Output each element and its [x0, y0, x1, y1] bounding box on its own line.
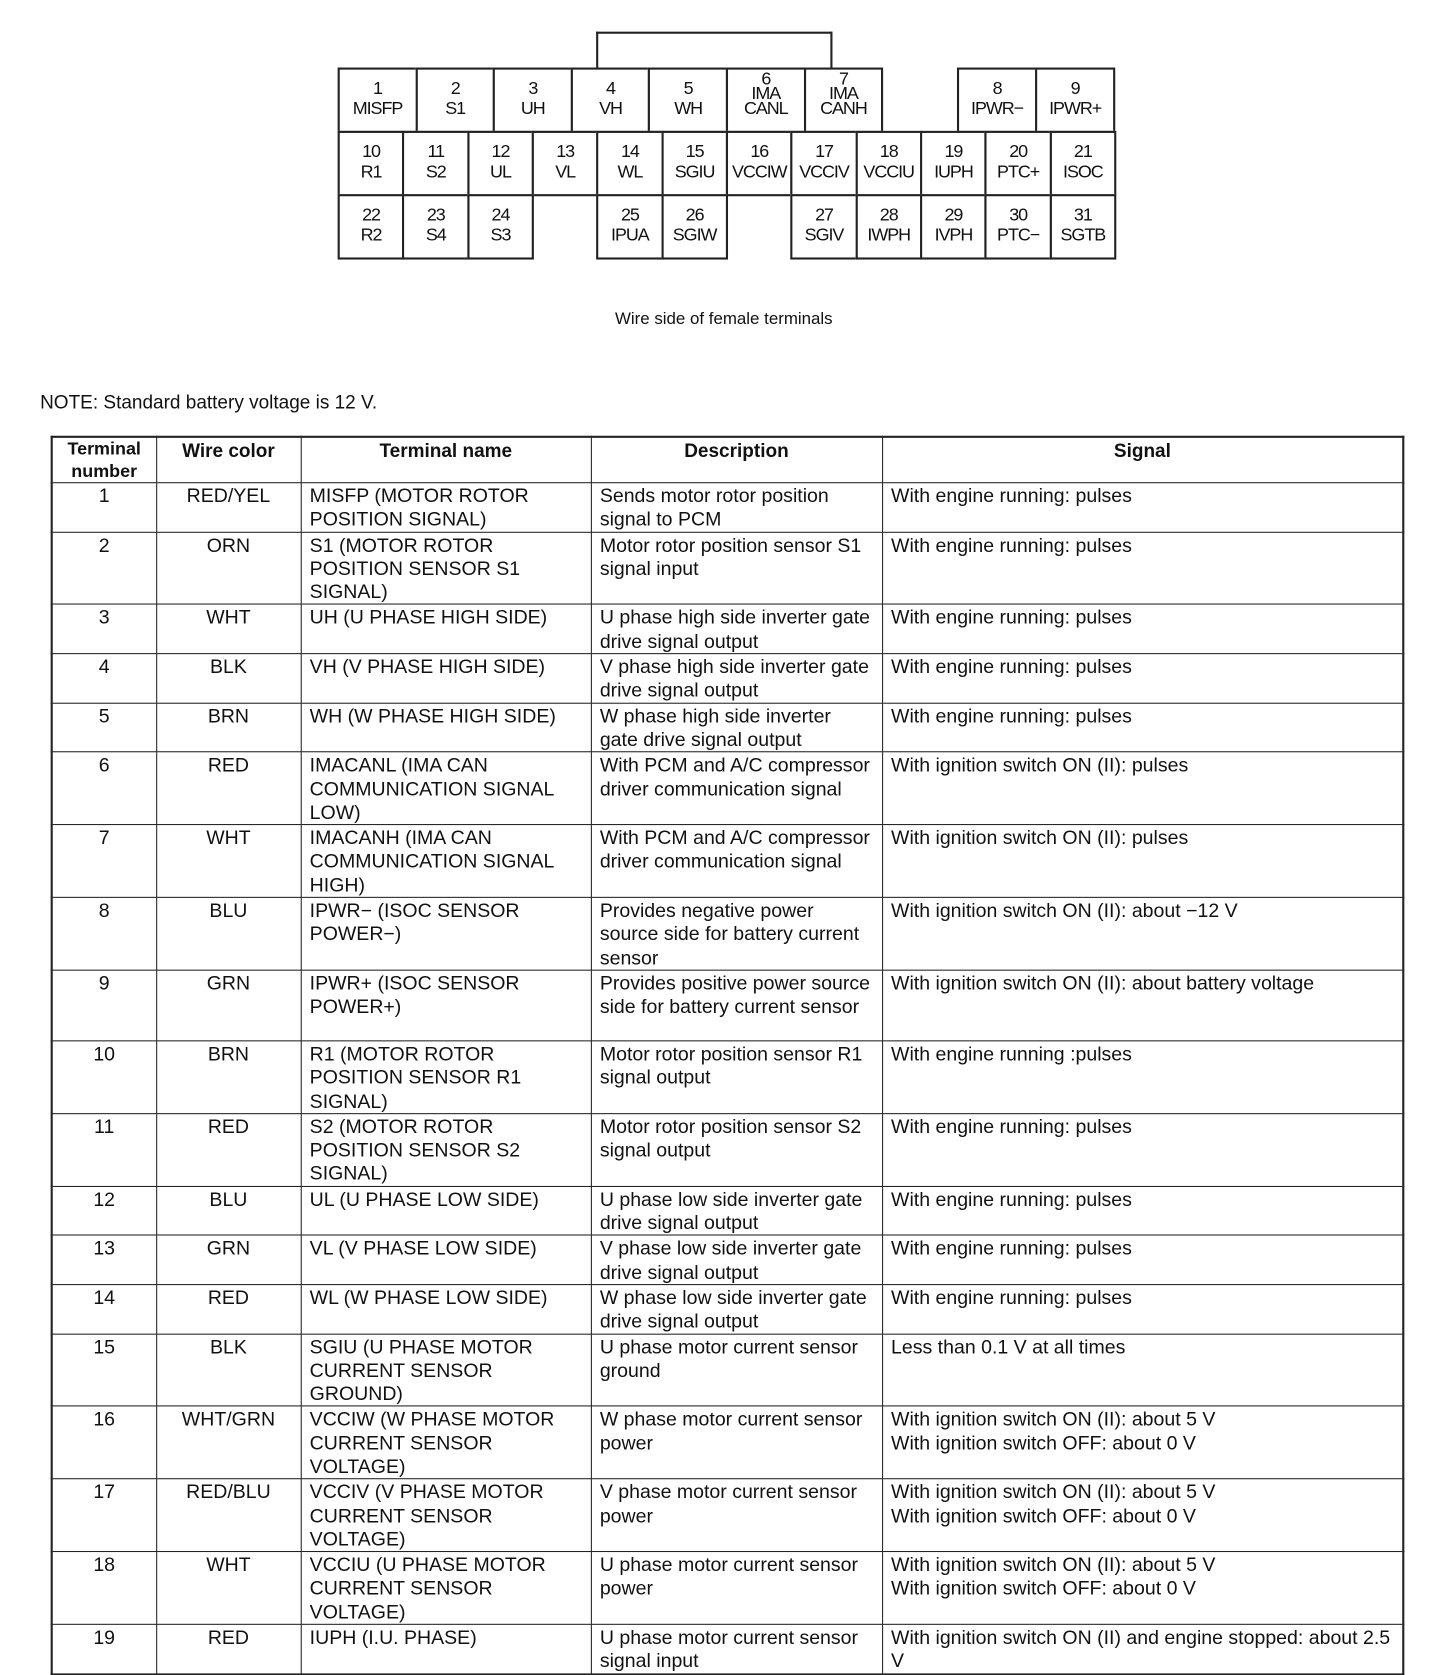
signal: With ignition switch ON (II): pulses — [882, 825, 1403, 898]
terminal-name: VL (V PHASE LOW SIDE) — [301, 1235, 591, 1284]
terminal-name: IMACANL (IMA CAN COMMUNICATION SIGNAL LOW) — [301, 752, 591, 825]
terminal-number: 7 — [838, 68, 848, 89]
terminal-label: IPWR− — [971, 98, 1024, 119]
terminal-number: 15 — [685, 141, 704, 162]
terminal-label: PTC+ — [997, 161, 1040, 182]
description: U phase motor current sensor signal input — [591, 1624, 882, 1674]
terminal-label: S1 — [445, 98, 466, 119]
terminal-cell-20 — [985, 131, 1052, 196]
terminal-number: 25 — [620, 204, 639, 225]
terminal-label: S2 — [425, 161, 446, 182]
terminal-number: 17 — [815, 141, 833, 162]
wire-color: RED/BLU — [156, 1479, 301, 1552]
terminal-cell-12 — [467, 131, 534, 196]
signal: Less than 0.1 V at all times — [882, 1334, 1403, 1407]
terminal-number: 8 — [992, 78, 1002, 99]
terminal-name: IUPH (I.U. PHASE) — [301, 1624, 591, 1674]
terminal-number: 16 — [52, 1406, 156, 1479]
terminal-number: 3 — [52, 605, 156, 654]
table-row — [52, 1334, 1404, 1407]
wire-color: WHT/GRN — [156, 1406, 301, 1479]
terminal-cell-28 — [855, 194, 922, 259]
terminal-number: 10 — [362, 141, 380, 162]
signal: With engine running: pulses — [882, 703, 1403, 752]
terminal-number: 2 — [52, 532, 156, 605]
terminal-name: WL (W PHASE LOW SIDE) — [301, 1284, 591, 1333]
description: W phase high side inverter gate drive signal output — [591, 703, 882, 752]
signal: With engine running: pulses — [882, 654, 1403, 703]
description: U phase high side inverter gate drive signal output — [591, 605, 882, 654]
terminal-number: 11 — [427, 141, 444, 162]
table-row — [52, 1284, 1404, 1333]
terminal-cell-2 — [415, 68, 495, 133]
description: Sends motor rotor position signal to PCM — [591, 483, 882, 532]
column-header: Terminal name — [301, 437, 591, 483]
wire-color: RED — [156, 1284, 301, 1333]
terminal-label: IMA CANH — [820, 83, 867, 119]
table-row — [52, 1406, 1404, 1479]
terminal-table — [51, 436, 1405, 1675]
signal: With engine running: pulses — [882, 1113, 1403, 1186]
terminal-cell-23 — [402, 194, 469, 259]
terminal-number: 16 — [750, 141, 769, 162]
description: Provides negative power source side for battery current sensor — [591, 897, 882, 970]
table-row — [52, 1113, 1404, 1186]
table-row — [52, 1041, 1404, 1114]
table-row — [52, 483, 1404, 532]
terminal-cell-14 — [596, 131, 663, 196]
terminal-label: S4 — [425, 224, 446, 245]
terminal-number: 31 — [1073, 204, 1092, 225]
terminal-label: R2 — [360, 224, 382, 245]
description: Motor rotor position sensor S1 signal input — [591, 532, 882, 605]
description: U phase low side inverter gate drive signal output — [591, 1186, 882, 1235]
wire-color: RED — [156, 752, 301, 825]
terminal-number: 19 — [944, 141, 963, 162]
terminal-number: 12 — [491, 141, 510, 162]
description: U phase motor current sensor ground — [591, 1334, 882, 1407]
terminal-number: 23 — [426, 204, 445, 225]
terminal-label: MISFP — [352, 98, 403, 119]
terminal-cell-4 — [571, 68, 651, 133]
column-header: Terminal number — [52, 437, 156, 483]
terminal-number: 12 — [52, 1186, 156, 1235]
terminal-number: 1 — [52, 483, 156, 532]
terminal-number: 21 — [1073, 141, 1092, 162]
table-row — [52, 532, 1404, 605]
terminal-number: 20 — [1009, 141, 1028, 162]
column-header: Signal — [882, 437, 1403, 483]
terminal-number: 29 — [944, 204, 963, 225]
terminal-number: 22 — [362, 204, 380, 225]
wire-color: WHT — [156, 825, 301, 898]
terminal-number: 6 — [52, 752, 156, 825]
terminal-label: WH — [674, 98, 703, 119]
terminal-name: UH (U PHASE HIGH SIDE) — [301, 605, 591, 654]
terminal-cell-27 — [791, 194, 858, 259]
signal: With engine running: pulses — [882, 1186, 1403, 1235]
terminal-number: 6 — [761, 68, 771, 89]
terminal-number: 3 — [528, 78, 538, 99]
wire-color: BLK — [156, 1334, 301, 1407]
table-row — [52, 1479, 1404, 1552]
terminal-number: 5 — [52, 703, 156, 752]
terminal-number: 7 — [52, 825, 156, 898]
terminal-label: ISOC — [1063, 161, 1103, 182]
description: V phase motor current sensor power — [591, 1479, 882, 1552]
table-row — [52, 605, 1404, 654]
terminal-cell-24 — [467, 194, 534, 259]
terminal-cell-3 — [493, 68, 573, 133]
terminal-number: 15 — [52, 1334, 156, 1407]
signal: With engine running: pulses — [882, 605, 1403, 654]
terminal-cell-11 — [402, 131, 469, 196]
table-row — [52, 1186, 1404, 1235]
terminal-cell-10 — [338, 131, 405, 196]
table-row — [52, 1552, 1404, 1625]
wire-color: ORN — [156, 532, 301, 605]
terminal-label: PTC− — [997, 224, 1040, 245]
table-row — [52, 897, 1404, 970]
terminal-label: IUPH — [934, 161, 973, 182]
terminal-label: VL — [555, 161, 576, 182]
description: V phase low side inverter gate drive signal output — [591, 1235, 882, 1284]
wire-color: BRN — [156, 703, 301, 752]
description: With PCM and A/C compressor driver communication signal — [591, 752, 882, 825]
signal: With engine running: pulses — [882, 532, 1403, 605]
signal: With ignition switch ON (II) and engine stopped: about 2.5 V — [882, 1624, 1403, 1674]
terminal-label: IWPH — [867, 224, 911, 245]
terminal-number: 19 — [52, 1624, 156, 1674]
terminal-cell-17 — [791, 131, 858, 196]
terminal-name: S2 (MOTOR ROTOR POSITION SENSOR S2 SIGNAL) — [301, 1113, 591, 1186]
terminal-label: R1 — [360, 161, 382, 182]
terminal-cell-26 — [661, 194, 728, 259]
terminal-number: 8 — [52, 897, 156, 970]
terminal-name: R1 (MOTOR ROTOR POSITION SENSOR R1 SIGNAL) — [301, 1041, 591, 1114]
description: V phase high side inverter gate drive signal output — [591, 654, 882, 703]
description: Motor rotor position sensor S2 signal output — [591, 1113, 882, 1186]
terminal-name: VH (V PHASE HIGH SIDE) — [301, 654, 591, 703]
terminal-name: VCCIV (V PHASE MOTOR CURRENT SENSOR VOLTAGE) — [301, 1479, 591, 1552]
terminal-number: 13 — [556, 141, 575, 162]
wire-color: BLK — [156, 654, 301, 703]
terminal-number: 2 — [450, 78, 460, 99]
terminal-number: 13 — [52, 1235, 156, 1284]
column-header: Description — [591, 437, 882, 483]
connector-lock-tab — [596, 32, 832, 70]
terminal-label: IPWR+ — [1049, 98, 1102, 119]
terminal-cell-21 — [1049, 131, 1116, 196]
wire-color: BLU — [156, 897, 301, 970]
table-row — [52, 1235, 1404, 1284]
terminal-label: VCCIV — [799, 161, 849, 182]
table-row — [52, 752, 1404, 825]
terminal-cell-31 — [1049, 194, 1116, 259]
terminal-number: 9 — [1070, 78, 1080, 99]
terminal-cell-16 — [726, 131, 793, 196]
description: U phase motor current sensor power — [591, 1552, 882, 1625]
terminal-number: 4 — [606, 78, 615, 99]
terminal-label: VCCIU — [863, 161, 914, 182]
wire-color: BLU — [156, 1186, 301, 1235]
wire-color: GRN — [156, 970, 301, 1041]
terminal-number: 18 — [879, 141, 898, 162]
description: Provides positive power source side for battery current sensor — [591, 970, 882, 1041]
terminal-cell-9 — [1035, 68, 1115, 133]
terminal-number: 26 — [685, 204, 704, 225]
terminal-cell-15 — [661, 131, 728, 196]
terminal-name: S1 (MOTOR ROTOR POSITION SENSOR S1 SIGNAL) — [301, 532, 591, 605]
table-row — [52, 654, 1404, 703]
terminal-label: IPUA — [611, 224, 649, 245]
terminal-cell-22 — [338, 194, 405, 259]
terminal-cell-5 — [648, 68, 728, 133]
wire-color: WHT — [156, 605, 301, 654]
wire-color: RED/YEL — [156, 483, 301, 532]
terminal-number: 30 — [1009, 204, 1028, 225]
terminal-number: 24 — [491, 204, 510, 225]
signal: With engine running: pulses — [882, 1235, 1403, 1284]
terminal-number: 5 — [683, 78, 693, 99]
description: With PCM and A/C compressor driver communication signal — [591, 825, 882, 898]
terminal-label: SGIU — [674, 161, 715, 182]
terminal-number: 11 — [52, 1113, 156, 1186]
terminal-label: SGIV — [804, 224, 844, 245]
terminal-name: IMACANH (IMA CAN COMMUNICATION SIGNAL HIGH) — [301, 825, 591, 898]
terminal-number: 18 — [52, 1552, 156, 1625]
terminal-label: VCCIW — [732, 161, 787, 182]
description: Motor rotor position sensor R1 signal output — [591, 1041, 882, 1114]
terminal-cell-29 — [920, 194, 987, 259]
terminal-number: 1 — [373, 78, 382, 99]
terminal-number: 4 — [52, 654, 156, 703]
terminal-name: IPWR+ (ISOC SENSOR POWER+) — [301, 970, 591, 1041]
terminal-label: IMA CANL — [743, 83, 788, 119]
terminal-number: 10 — [52, 1041, 156, 1114]
wire-color: GRN — [156, 1235, 301, 1284]
terminal-label: IVPH — [934, 224, 973, 245]
wire-color: BRN — [156, 1041, 301, 1114]
signal: With ignition switch ON (II): about −12 V — [882, 897, 1403, 970]
signal: With ignition switch ON (II): pulses — [882, 752, 1403, 825]
signal: With ignition switch ON (II): about 5 V With ignition switch OFF: about 0 V — [882, 1479, 1403, 1552]
signal: With ignition switch ON (II): about battery voltage — [882, 970, 1403, 1041]
table-row — [52, 825, 1404, 898]
description: W phase low side inverter gate drive signal output — [591, 1284, 882, 1333]
signal: With engine running: pulses — [882, 1284, 1403, 1333]
terminal-cell-25 — [596, 194, 663, 259]
terminal-label: UL — [490, 161, 511, 182]
terminal-number: 14 — [620, 141, 639, 162]
terminal-number: 9 — [52, 970, 156, 1041]
signal: With engine running: pulses — [882, 483, 1403, 532]
terminal-name: WH (W PHASE HIGH SIDE) — [301, 703, 591, 752]
table-row — [52, 1624, 1404, 1674]
terminal-name: VCCIU (U PHASE MOTOR CURRENT SENSOR VOLTAGE) — [301, 1552, 591, 1625]
terminal-number: 28 — [879, 204, 898, 225]
table-header — [52, 437, 1404, 483]
terminal-name: VCCIW (W PHASE MOTOR CURRENT SENSOR VOLTAGE) — [301, 1406, 591, 1479]
terminal-cell-7 — [804, 68, 884, 133]
wire-color: RED — [156, 1113, 301, 1186]
connector-caption: Wire side of female terminals — [614, 310, 833, 329]
wire-color: WHT — [156, 1552, 301, 1625]
terminal-cell-13 — [532, 131, 599, 196]
terminal-number: 27 — [815, 204, 833, 225]
table-row — [52, 970, 1404, 1041]
terminal-label: SGIW — [672, 224, 717, 245]
terminal-cell-8 — [957, 68, 1037, 133]
terminal-cell-18 — [855, 131, 922, 196]
column-header: Wire color — [156, 437, 301, 483]
terminal-name: UL (U PHASE LOW SIDE) — [301, 1186, 591, 1235]
terminal-label: S3 — [490, 224, 511, 245]
terminal-name: MISFP (MOTOR ROTOR POSITION SIGNAL) — [301, 483, 591, 532]
terminal-label: SGTB — [1060, 224, 1106, 245]
terminal-cell-19 — [920, 131, 987, 196]
terminal-label: WL — [617, 161, 643, 182]
table-row — [52, 703, 1404, 752]
wire-color: RED — [156, 1624, 301, 1674]
terminal-cell-6 — [726, 68, 806, 133]
terminal-name: IPWR− (ISOC SENSOR POWER−) — [301, 897, 591, 970]
terminal-label: VH — [599, 98, 622, 119]
terminal-number: 14 — [52, 1284, 156, 1333]
terminal-label: UH — [520, 98, 545, 119]
terminal-cell-30 — [985, 194, 1052, 259]
terminal-cell-1 — [338, 68, 418, 133]
description: W phase motor current sensor power — [591, 1406, 882, 1479]
terminal-number: 17 — [52, 1479, 156, 1552]
signal: With ignition switch ON (II): about 5 V With ignition switch OFF: about 0 V — [882, 1552, 1403, 1625]
terminal-name: SGIU (U PHASE MOTOR CURRENT SENSOR GROUND) — [301, 1334, 591, 1407]
signal: With ignition switch ON (II): about 5 V With ignition switch OFF: about 0 V — [882, 1406, 1403, 1479]
signal: With engine running :pulses — [882, 1041, 1403, 1114]
note: NOTE: Standard battery voltage is 12 V. — [40, 391, 378, 413]
